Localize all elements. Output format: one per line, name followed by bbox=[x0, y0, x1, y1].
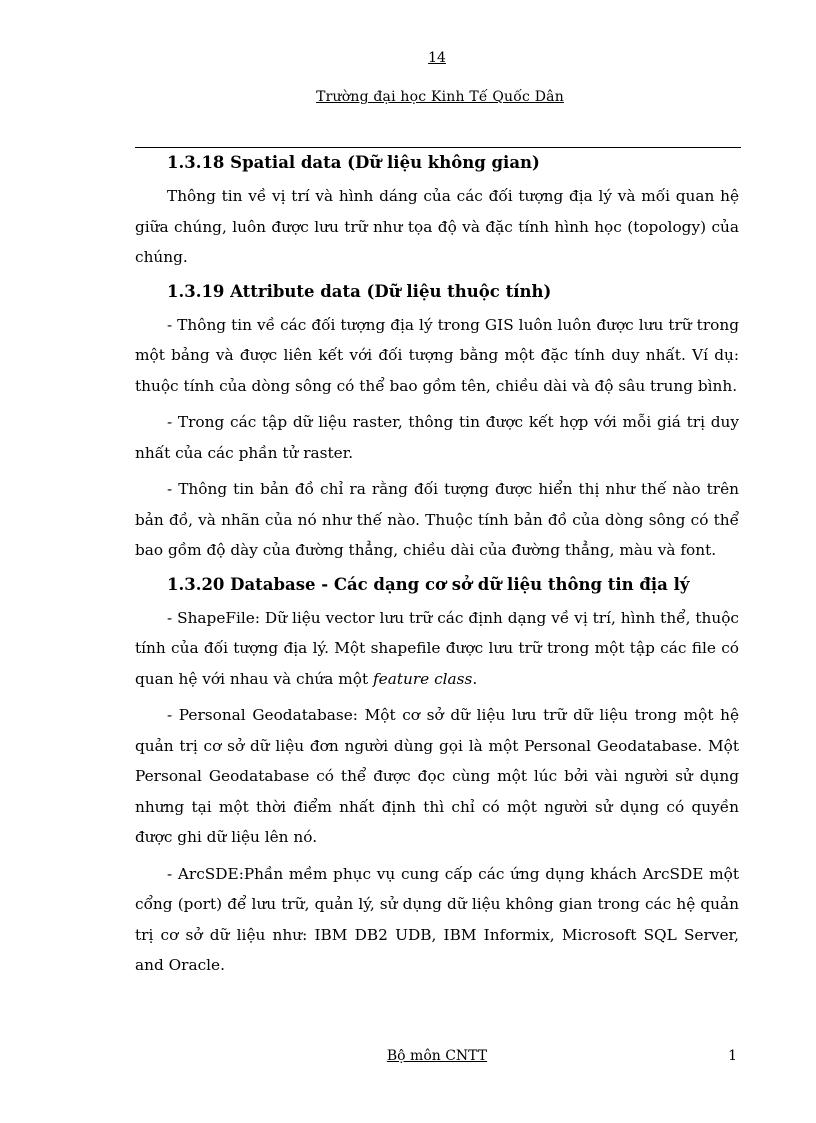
footer-department: Bộ môn CNTT bbox=[386, 1048, 488, 1064]
section-heading-spatial-data: 1.3.18 Spatial data (Dữ liệu không gian) bbox=[167, 153, 540, 172]
paragraph-spatial-data: Thông tin về vị trí và hình dáng của các đối tượng địa lý và mối quan hệ giữa chúng, luôn được lưu trữ như tọa độ và đặc tính hình học (topology) của chúng. bbox=[135, 187, 739, 266]
shapefile-end: . bbox=[472, 669, 478, 688]
paragraph-personal-geodatabase: - Personal Geodatabase: Một cơ sở dữ liệu lưu trữ dữ liệu trong một hệ quản trị cơ sở dữ liệu đơn người dùng gọi là một Personal Geodatabase. Một Personal Geodatabase có thể được đọc cùng một lúc bởi vài người sử dụng nhưng tại một thời điểm nhất định thì chỉ có một người sử dụng có quyền được ghi dữ liệu lên nó. bbox=[135, 706, 739, 846]
section-heading-attribute-data: 1.3.19 Attribute data (Dữ liệu thuộc tính) bbox=[167, 281, 552, 301]
header-title: Trường đại học Kinh Tế Quốc Dân bbox=[316, 89, 564, 105]
footer-page-number: 1 bbox=[728, 1048, 737, 1064]
page-number-top: 14 bbox=[428, 50, 446, 66]
paragraph-shapefile bbox=[135, 603, 739, 695]
paragraph-attribute-gis: - Thông tin về các đối tượng địa lý trong GIS luôn luôn được lưu trữ trong một bảng và được liên kết với đối tượng bằng một đặc tính duy nhất. Ví dụ: thuộc tính của dòng sông có thể bao gồm tên, chiều dài và độ sâu trung bình. bbox=[135, 315, 739, 395]
section-heading-database: 1.3.20 Database - Các dạng cơ sở dữ liệu thông tin địa lý bbox=[167, 574, 690, 594]
document-body bbox=[135, 150, 739, 987]
shapefile-text: - ShapeFile: Dữ liệu vector lưu trữ các định dạng về vị trí, hình thể, thuộc tính của đối tượng địa lý. Một shapefile được lưu trữ trong một tập các file có quan hệ với nhau và chứa một bbox=[135, 608, 739, 688]
feature-class-emphasis: feature class bbox=[373, 669, 473, 688]
footer bbox=[135, 1048, 739, 1072]
header-rule bbox=[135, 147, 741, 148]
paragraph-arcsde: - ArcSDE:Phần mềm phục vụ cung cấp các ứng dụng khách ArcSDE một cổng (port) để lưu trữ, quản lý, sử dụng dữ liệu không gian trong các hệ quản trị cơ sở dữ liệu như: IBM DB2 UDB, IBM Informix, Microsoft SQL Server, and Oracle. bbox=[135, 864, 739, 974]
paragraph-attribute-map: - Thông tin bản đồ chỉ ra rằng đối tượng được hiển thị như thế nào trên bản đồ, và nhãn của nó như thế nào. Thuộc tính bản đồ của dòng sông có thể bao gồm độ dày của đường thẳng, chiều dài của đường thẳng, màu và font. bbox=[135, 480, 739, 559]
paragraph-attribute-raster: - Trong các tập dữ liệu raster, thông tin được kết hợp với mỗi giá trị duy nhất của các phần tử raster. bbox=[135, 413, 739, 462]
